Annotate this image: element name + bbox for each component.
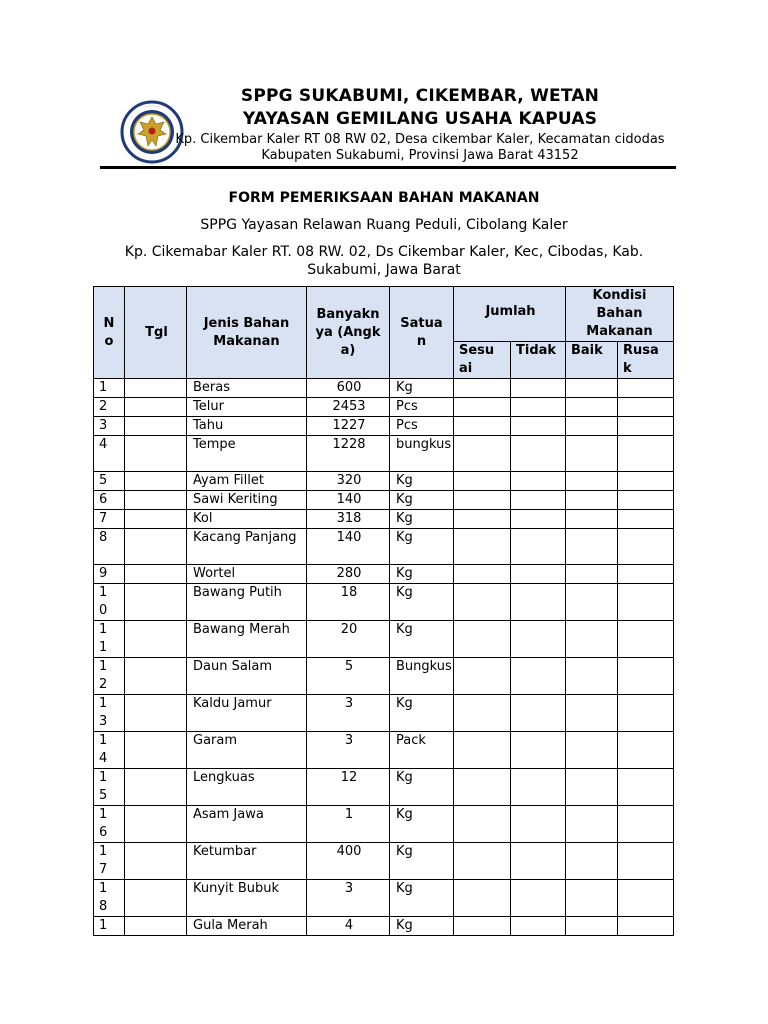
cell-baik[interactable] — [566, 880, 618, 917]
cell-tgl — [125, 621, 187, 658]
cell-banyak: 2453 — [307, 398, 390, 417]
table-row — [94, 806, 674, 843]
cell-baik[interactable] — [566, 695, 618, 732]
cell-baik[interactable] — [566, 510, 618, 529]
cell-baik[interactable] — [566, 417, 618, 436]
row-number: 6 — [99, 492, 108, 507]
col-header-satuan: Satuan — [390, 287, 454, 379]
col-header-banyak: Banyaknya (Angka) — [307, 287, 390, 379]
cell-rusak[interactable] — [618, 584, 674, 621]
cell-rusak[interactable] — [618, 417, 674, 436]
cell-rusak[interactable] — [618, 806, 674, 843]
cell-rusak[interactable] — [618, 658, 674, 695]
cell-satuan: Pcs — [390, 398, 454, 417]
row-number: 3 — [99, 418, 108, 433]
row-number: 18 — [99, 881, 108, 914]
table-row — [94, 436, 674, 472]
cell-satuan: Kg — [390, 621, 454, 658]
table-body — [94, 379, 674, 936]
cell-tgl — [125, 565, 187, 584]
cell-jenis: Tempe — [187, 436, 307, 472]
col-header-jenis: Jenis Bahan Makanan — [187, 287, 307, 379]
cell-no — [94, 658, 125, 695]
row-number: 1 — [99, 380, 108, 395]
cell-tgl — [125, 917, 187, 936]
cell-banyak: 1228 — [307, 436, 390, 472]
table-row — [94, 584, 674, 621]
cell-tidak[interactable] — [511, 880, 566, 917]
cell-tidak[interactable] — [511, 436, 566, 472]
cell-jenis: Bawang Merah — [187, 621, 307, 658]
cell-jenis: Garam — [187, 732, 307, 769]
cell-sesuai[interactable] — [454, 398, 511, 417]
row-number: 8 — [99, 530, 108, 545]
cell-no — [94, 379, 125, 398]
cell-satuan: bungkus — [390, 436, 454, 472]
row-number: 7 — [99, 511, 108, 526]
cell-jenis: Kacang Panjang — [187, 529, 307, 565]
cell-jenis: Daun Salam — [187, 658, 307, 695]
cell-tgl — [125, 880, 187, 917]
cell-rusak[interactable] — [618, 491, 674, 510]
org-title-line1: SPPG SUKABUMI, CIKEMBAR, WETAN — [240, 86, 600, 106]
cell-tgl — [125, 510, 187, 529]
cell-tidak[interactable] — [511, 584, 566, 621]
cell-banyak: 4 — [307, 917, 390, 936]
table-row — [94, 658, 674, 695]
table-row — [94, 417, 674, 436]
cell-jenis: Kol — [187, 510, 307, 529]
cell-sesuai[interactable] — [454, 621, 511, 658]
header-divider — [100, 166, 676, 169]
cell-satuan: Kg — [390, 843, 454, 880]
cell-baik[interactable] — [566, 621, 618, 658]
col-header-jumlah: Jumlah — [454, 287, 566, 342]
cell-rusak[interactable] — [618, 769, 674, 806]
row-number: 13 — [99, 696, 108, 729]
cell-baik[interactable] — [566, 843, 618, 880]
cell-tidak[interactable] — [511, 472, 566, 491]
cell-baik[interactable] — [566, 658, 618, 695]
table-row — [94, 843, 674, 880]
cell-satuan: Kg — [390, 695, 454, 732]
cell-sesuai[interactable] — [454, 584, 511, 621]
cell-sesuai[interactable] — [454, 436, 511, 472]
cell-tgl — [125, 379, 187, 398]
row-number: 9 — [99, 566, 108, 581]
cell-no — [94, 695, 125, 732]
col-header-rusak: Rusak — [618, 342, 674, 379]
cell-tgl — [125, 398, 187, 417]
cell-rusak[interactable] — [618, 621, 674, 658]
cell-no — [94, 769, 125, 806]
col-header-sesuai: Sesuai — [454, 342, 511, 379]
cell-baik[interactable] — [566, 472, 618, 491]
cell-jenis: Telur — [187, 398, 307, 417]
cell-sesuai[interactable] — [454, 695, 511, 732]
row-number: 10 — [99, 585, 108, 618]
table-row — [94, 695, 674, 732]
table-row — [94, 472, 674, 491]
cell-sesuai[interactable] — [454, 917, 511, 936]
form-location: Kp. Cikemabar Kaler RT. 08 RW. 02, Ds Cikembar Kaler, Kec, Cibodas, Kab. Sukabumi, Jawa Barat — [124, 244, 644, 278]
cell-rusak[interactable] — [618, 565, 674, 584]
cell-no — [94, 806, 125, 843]
cell-tgl — [125, 732, 187, 769]
cell-tidak[interactable] — [511, 417, 566, 436]
cell-no — [94, 491, 125, 510]
form-subtitle: SPPG Yayasan Relawan Ruang Peduli, Cibolang Kaler — [200, 217, 568, 233]
col-header-baik: Baik — [566, 342, 618, 379]
cell-satuan: Kg — [390, 379, 454, 398]
row-number: 15 — [99, 770, 108, 803]
cell-tidak[interactable] — [511, 732, 566, 769]
row-number: 14 — [99, 733, 108, 766]
cell-satuan: Kg — [390, 491, 454, 510]
cell-satuan: Kg — [390, 565, 454, 584]
cell-tgl — [125, 584, 187, 621]
cell-satuan: Kg — [390, 584, 454, 621]
cell-banyak: 318 — [307, 510, 390, 529]
cell-jenis: Sawi Keriting — [187, 491, 307, 510]
cell-jenis: Tahu — [187, 417, 307, 436]
cell-satuan: Kg — [390, 510, 454, 529]
cell-rusak[interactable] — [618, 917, 674, 936]
row-number: 1 — [99, 918, 108, 933]
cell-jenis: Lengkuas — [187, 769, 307, 806]
table-row — [94, 379, 674, 398]
table-row — [94, 880, 674, 917]
cell-jenis: Bawang Putih — [187, 584, 307, 621]
cell-baik[interactable] — [566, 732, 618, 769]
cell-no — [94, 621, 125, 658]
cell-tgl — [125, 695, 187, 732]
cell-rusak[interactable] — [618, 436, 674, 472]
table-row — [94, 621, 674, 658]
cell-rusak[interactable] — [618, 379, 674, 398]
cell-tidak[interactable] — [511, 398, 566, 417]
cell-satuan: Kg — [390, 880, 454, 917]
cell-tidak[interactable] — [511, 510, 566, 529]
row-number: 11 — [99, 622, 108, 655]
cell-tidak[interactable] — [511, 621, 566, 658]
cell-no — [94, 436, 125, 472]
cell-sesuai[interactable] — [454, 843, 511, 880]
cell-rusak[interactable] — [618, 529, 674, 565]
cell-sesuai[interactable] — [454, 417, 511, 436]
cell-tidak[interactable] — [511, 695, 566, 732]
row-number: 4 — [99, 437, 108, 452]
cell-satuan: Bungkus — [390, 658, 454, 695]
cell-jenis: Kaldu Jamur — [187, 695, 307, 732]
cell-rusak[interactable] — [618, 843, 674, 880]
cell-baik[interactable] — [566, 917, 618, 936]
cell-tgl — [125, 658, 187, 695]
cell-tidak[interactable] — [511, 658, 566, 695]
cell-tgl — [125, 417, 187, 436]
cell-baik[interactable] — [566, 491, 618, 510]
cell-rusak[interactable] — [618, 398, 674, 417]
cell-jenis: Ketumbar — [187, 843, 307, 880]
cell-baik[interactable] — [566, 379, 618, 398]
table-row — [94, 769, 674, 806]
cell-tidak[interactable] — [511, 806, 566, 843]
cell-jenis: Gula Merah — [187, 917, 307, 936]
cell-no — [94, 510, 125, 529]
cell-banyak: 3 — [307, 880, 390, 917]
cell-sesuai[interactable] — [454, 806, 511, 843]
cell-satuan: Kg — [390, 769, 454, 806]
cell-tgl — [125, 491, 187, 510]
cell-rusak[interactable] — [618, 695, 674, 732]
address-line2: Kabupaten Sukabumi, Provinsi Jawa Barat 43152 — [261, 148, 579, 163]
cell-no — [94, 417, 125, 436]
cell-baik[interactable] — [566, 529, 618, 565]
cell-no — [94, 565, 125, 584]
cell-sesuai[interactable] — [454, 379, 511, 398]
cell-banyak: 1 — [307, 806, 390, 843]
cell-tidak[interactable] — [511, 769, 566, 806]
cell-jenis: Kunyit Bubuk — [187, 880, 307, 917]
cell-sesuai[interactable] — [454, 880, 511, 917]
cell-sesuai[interactable] — [454, 769, 511, 806]
cell-baik[interactable] — [566, 565, 618, 584]
cell-no — [94, 398, 125, 417]
cell-sesuai[interactable] — [454, 510, 511, 529]
cell-tgl — [125, 436, 187, 472]
cell-banyak: 280 — [307, 565, 390, 584]
cell-baik[interactable] — [566, 769, 618, 806]
cell-banyak: 1227 — [307, 417, 390, 436]
cell-baik[interactable] — [566, 398, 618, 417]
cell-baik[interactable] — [566, 806, 618, 843]
cell-banyak: 5 — [307, 658, 390, 695]
cell-tgl — [125, 769, 187, 806]
cell-satuan: Kg — [390, 917, 454, 936]
cell-banyak: 12 — [307, 769, 390, 806]
address-line1: Kp. Cikembar Kaler RT 08 RW 02, Desa cikembar Kaler, Kecamatan cidodas — [175, 132, 665, 147]
cell-no — [94, 472, 125, 491]
col-header-tgl: Tgl — [125, 287, 187, 379]
cell-sesuai[interactable] — [454, 565, 511, 584]
col-header-tidak: Tidak — [511, 342, 566, 379]
table-row — [94, 917, 674, 936]
cell-sesuai[interactable] — [454, 658, 511, 695]
form-title: FORM PEMERIKSAAN BAHAN MAKANAN — [228, 190, 540, 206]
cell-satuan: Kg — [390, 472, 454, 491]
cell-banyak: 140 — [307, 529, 390, 565]
cell-no — [94, 732, 125, 769]
cell-tidak[interactable] — [511, 917, 566, 936]
inspection-table — [93, 286, 674, 936]
cell-satuan: Pcs — [390, 417, 454, 436]
cell-no — [94, 843, 125, 880]
cell-rusak[interactable] — [618, 880, 674, 917]
row-number: 12 — [99, 659, 108, 692]
cell-tidak[interactable] — [511, 565, 566, 584]
cell-banyak: 18 — [307, 584, 390, 621]
cell-baik[interactable] — [566, 436, 618, 472]
cell-rusak[interactable] — [618, 472, 674, 491]
cell-sesuai[interactable] — [454, 491, 511, 510]
cell-sesuai[interactable] — [454, 529, 511, 565]
table-row — [94, 398, 674, 417]
cell-banyak: 20 — [307, 621, 390, 658]
col-header-no: No — [94, 287, 125, 379]
cell-no — [94, 917, 125, 936]
table-row — [94, 565, 674, 584]
cell-tidak[interactable] — [511, 529, 566, 565]
cell-tidak[interactable] — [511, 491, 566, 510]
cell-no — [94, 880, 125, 917]
row-number: 16 — [99, 807, 108, 840]
table-row — [94, 732, 674, 769]
org-title-line2: YAYASAN GEMILANG USAHA KAPUAS — [242, 109, 598, 129]
cell-jenis: Asam Jawa — [187, 806, 307, 843]
cell-tgl — [125, 843, 187, 880]
cell-jenis: Wortel — [187, 565, 307, 584]
cell-tidak[interactable] — [511, 379, 566, 398]
cell-banyak: 320 — [307, 472, 390, 491]
table-row — [94, 510, 674, 529]
cell-jenis: Ayam Fillet — [187, 472, 307, 491]
cell-banyak: 3 — [307, 695, 390, 732]
cell-tidak[interactable] — [511, 843, 566, 880]
cell-sesuai[interactable] — [454, 732, 511, 769]
cell-sesuai[interactable] — [454, 472, 511, 491]
cell-banyak: 400 — [307, 843, 390, 880]
row-number: 2 — [99, 399, 108, 414]
cell-banyak: 600 — [307, 379, 390, 398]
cell-satuan: Kg — [390, 806, 454, 843]
cell-tgl — [125, 529, 187, 565]
table-row — [94, 491, 674, 510]
table-row — [94, 529, 674, 565]
cell-satuan: Pack — [390, 732, 454, 769]
cell-baik[interactable] — [566, 584, 618, 621]
cell-no — [94, 584, 125, 621]
cell-banyak: 140 — [307, 491, 390, 510]
cell-rusak[interactable] — [618, 732, 674, 769]
cell-no — [94, 529, 125, 565]
cell-jenis: Beras — [187, 379, 307, 398]
col-header-kondisi: Kondisi Bahan Makanan — [566, 287, 674, 342]
cell-rusak[interactable] — [618, 510, 674, 529]
cell-banyak: 3 — [307, 732, 390, 769]
row-number: 5 — [99, 473, 108, 488]
cell-tgl — [125, 806, 187, 843]
cell-satuan: Kg — [390, 529, 454, 565]
cell-tgl — [125, 472, 187, 491]
row-number: 17 — [99, 844, 108, 877]
svg-text:· · · · · ·: · · · · · · — [145, 104, 159, 109]
